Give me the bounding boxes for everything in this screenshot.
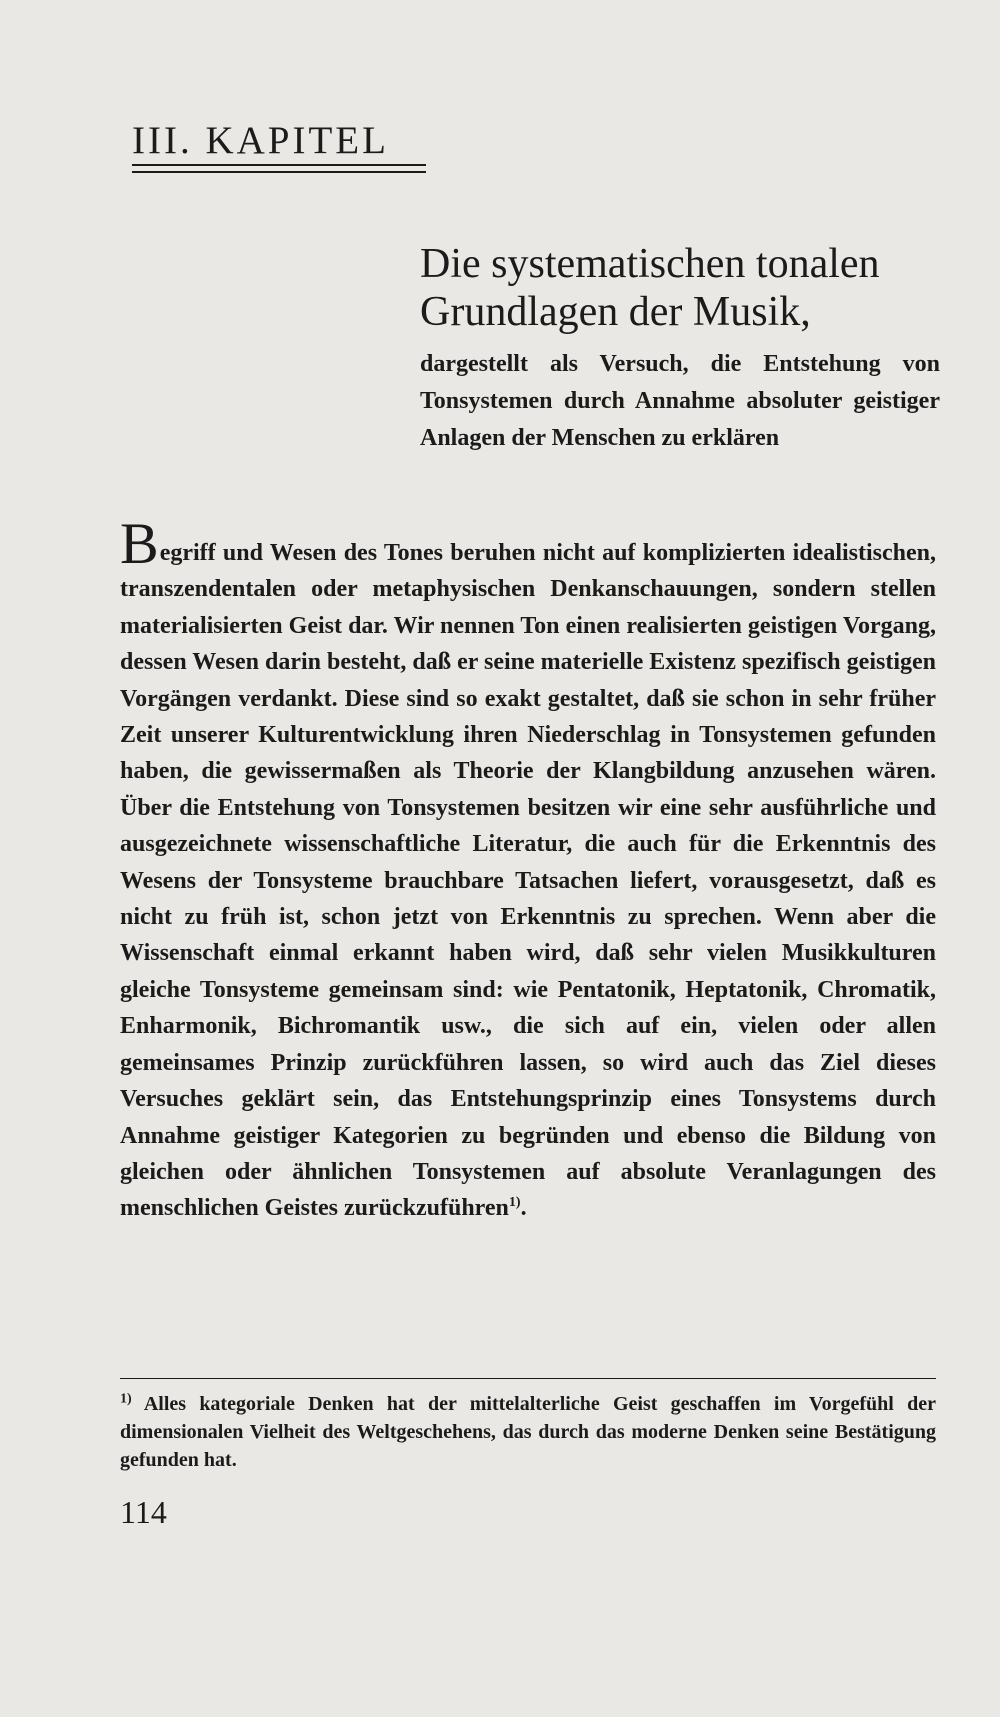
chapter-title: III. KAPITEL: [132, 119, 389, 162]
drop-cap: B: [120, 511, 159, 576]
footnote-marker: 1): [120, 1391, 132, 1407]
page-number: 114: [120, 1494, 167, 1530]
footnote-reference: 1): [508, 1195, 521, 1211]
section-subtitle: dargestellt als Versuch, die Entstehung von Tonsystemen durch Annahme absoluter geistiger Anlagen der Menschen zu erklären: [420, 351, 940, 451]
body-paragraph-text: egriff und Wesen des Tones beruhen nicht auf komplizierten idealistischen, transzendentalen oder metaphysischen Denkanschauungen, sondern stellen materialisierten Geist dar. Wir nennen Ton einen realisierten geistigen Vorgang, dessen Wesen darin besteht, daß er seine materielle Existenz spezifisch geistigen Vorgängen verdankt. Diese sind so exakt gestaltet, daß sie schon in sehr früher Zeit unserer Kulturentwicklung ihren Niederschlag in Tonsystemen gefunden haben, die gewissermaßen als Theorie der Klangbildung anzusehen wären. Über die Entstehung von Tonsystemen besitzen wir eine sehr ausführliche und ausgezeichnete wissenschaftliche Literatur, die auch für die Erkenntnis des Wesens der Tonsysteme brauchbare Tatsachen liefert, vorausgesetzt, daß es nicht zu früh ist, schon jetzt von Erkenntnis zu sprechen. Wenn aber die Wissenschaft einmal erkannt haben wird, daß sehr vielen Musikkulturen gleiche Tonsysteme gemeinsam sind: wie Pentatonik, Heptatonik, Chromatik, Enharmonik, Bichromantik usw., die sich auf ein, vielen oder allen gemeinsames Prinzip zurückführen lassen, so wird auch das Ziel dieses Versuches geklärt sein, das Entstehungsprinzip eines Tonsystems durch Annahme geistiger Kategorien zu begründen und ebenso die Bildung von gleichen oder ähnlichen Tonsystemen auf absolute Veranlagungen des menschlichen Geistes zurückzuführen: [120, 540, 936, 1222]
footnote: [120, 1390, 936, 1474]
section-heading-line2: Grundlagen der Musik,: [420, 289, 811, 335]
body-paragraph-end: .: [520, 1195, 527, 1222]
body-paragraph: [120, 511, 936, 1227]
chapter-double-rule: [132, 164, 426, 173]
footnote-text: Alles kategoriale Denken hat der mittelalterliche Geist geschaffen im Vorgefühl der dimensionalen Vielheit des Weltgeschehens, das durch das moderne Denken seine Bestätigung gefunden hat.: [120, 1393, 936, 1471]
section-heading-line1: Die systematischen tonalen: [420, 241, 880, 287]
section-heading: [420, 240, 940, 336]
footnote-rule: [120, 1378, 936, 1379]
